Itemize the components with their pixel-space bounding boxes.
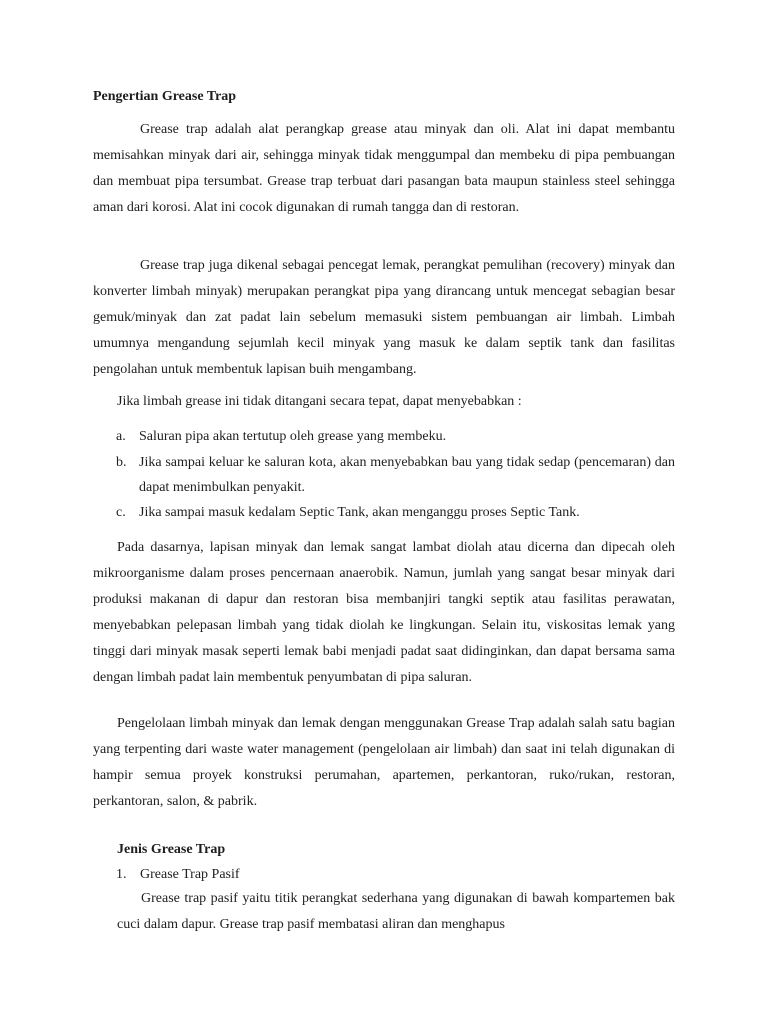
list-item <box>116 424 675 449</box>
list-item-text: Jika sampai masuk kedalam Septic Tank, akan menganggu proses Septic Tank. <box>139 505 580 520</box>
list-item <box>116 500 675 525</box>
list-marker: 1. <box>116 867 127 882</box>
list-marker: b. <box>116 455 127 470</box>
paragraph-definition: Grease trap adalah alat perangkap grease atau minyak dan oli. Alat ini dapat membantu memisahkan minyak dari air, sehingga minyak tidak menggumpal dan membeku di pipa pembuangan dan membuat pipa tersumbat. Grease trap terbuat dari pasangan bata maupun stainless steel sehingga aman dari korosi. Alat ini cocok digunakan di rumah tangga dan di restoran. <box>93 122 675 215</box>
list-item-text: Grease Trap Pasif <box>140 867 240 882</box>
section-title-jenis: Jenis Grease Trap <box>117 842 226 857</box>
paragraph-list-intro: Jika limbah grease ini tidak ditangani secara tepat, dapat menyebabkan : <box>117 394 522 409</box>
list-item <box>116 450 675 500</box>
paragraph-grease-trap-pasif: Grease trap pasif yaitu titik perangkat sederhana yang digunakan di bawah kompartemen bak cuci dalam dapur. Grease trap pasif membatasi aliran dan menghapus <box>117 891 675 932</box>
list-marker: a. <box>116 429 126 444</box>
paragraph-pencegat-lemak: Grease trap juga dikenal sebagai pencegat lemak, perangkat pemulihan (recovery) minyak dan konverter limbah minyak) merupakan perangkat pipa yang dirancang untuk mencegat sebagian besar gemuk/minyak dan zat padat lain sebelum memasuki sistem pembuangan air limbah. Limbah umumnya mengandung sejumlah kecil minyak yang masuk ke dalam septik tank dan fasilitas pengolahan untuk membentuk lapisan buih mengambang. <box>93 258 675 377</box>
paragraph-pada-dasarnya: Pada dasarnya, lapisan minyak dan lemak sangat lambat diolah atau dicerna dan dipecah oleh mikroorganisme dalam proses pencernaan anaerobik. Namun, jumlah yang sangat besar minyak dari produksi makanan di dapur dan restoran bisa membanjiri tangki septik atau fasilitas perawatan, menyebabkan pelepasan limbah yang tidak diolah ke lingkungan. Selain itu, viskositas lemak yang tinggi dari minyak masak seperti lemak babi menjadi padat saat didinginkan, dan dapat bersama sama dengan limbah padat lain membentuk penyumbatan di pipa saluran. <box>93 540 675 685</box>
list-item <box>116 862 675 887</box>
list-item-text: Saluran pipa akan tertutup oleh grease yang membeku. <box>139 429 447 444</box>
section-title-pengertian: Pengertian Grease Trap <box>93 89 237 104</box>
list-item-text: Jika sampai keluar ke saluran kota, akan menyebabkan bau yang tidak sedap (pencemaran) dan dapat menimbulkan penyakit. <box>139 455 675 495</box>
paragraph-pengelolaan: Pengelolaan limbah minyak dan lemak dengan menggunakan Grease Trap adalah salah satu bagian yang terpenting dari waste water management (pengelolaan air limbah) dan saat ini telah digunakan di hampir semua proyek konstruksi perumahan, apartemen, perkantoran, ruko/rukan, restoran, perkantoran, salon, & pabrik. <box>93 716 675 809</box>
list-marker: c. <box>116 505 126 520</box>
